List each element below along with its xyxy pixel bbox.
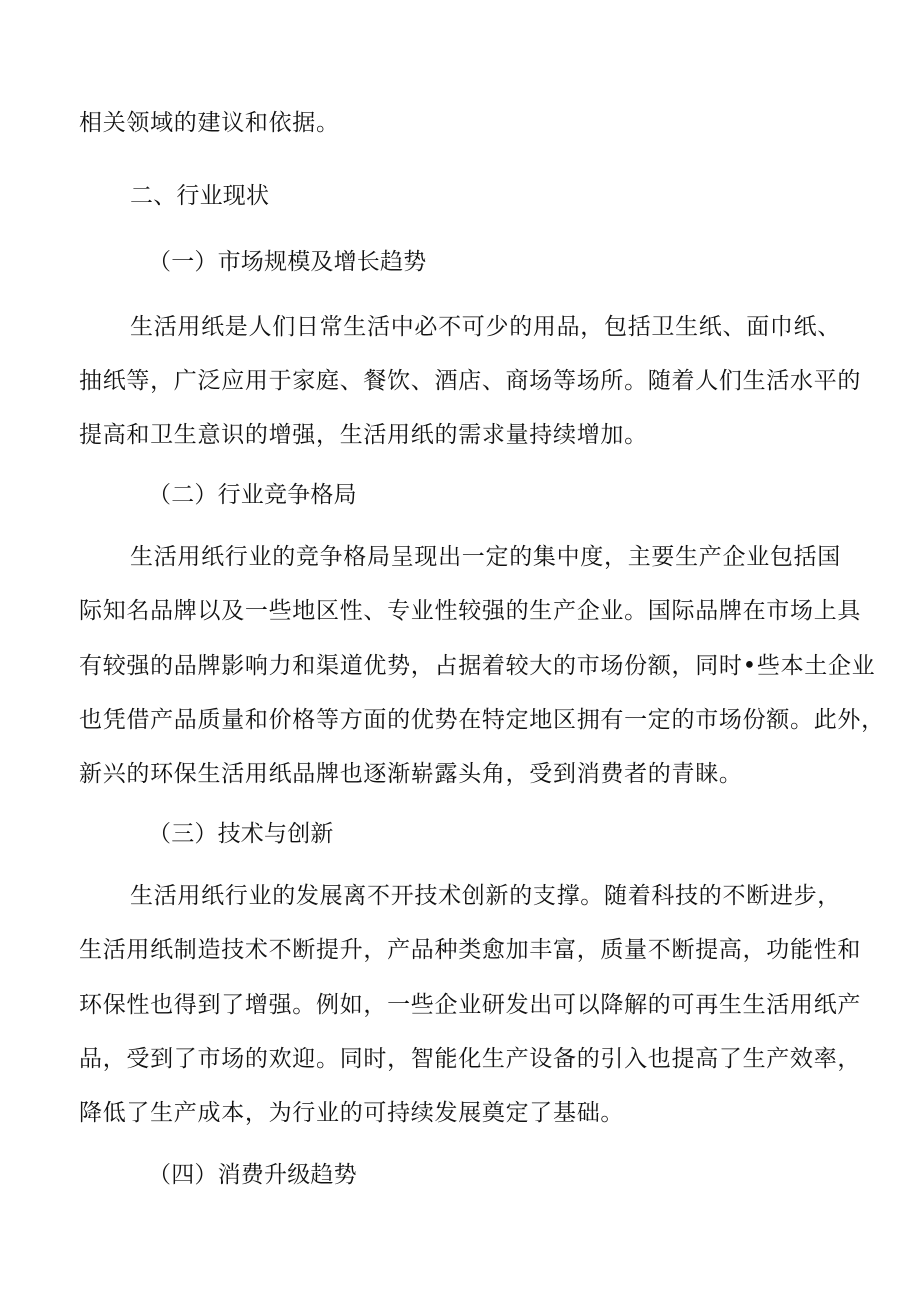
paragraph-3-line-3: 环保性也得到了增强。例如，一些企业研发出可以降解的可再生生活用纸产 bbox=[79, 992, 862, 1018]
paragraph-1-line-2: 抽纸等，广泛应用于家庭、餐饮、酒店、商场等场所。随着人们生活水平的 bbox=[79, 368, 862, 394]
paragraph-2-line-5: 新兴的环保生活用纸品牌也逐渐崭露头角，受到消费者的青睐。 bbox=[79, 761, 743, 787]
subsection-heading-2: （二）行业竞争格局 bbox=[148, 482, 357, 508]
paragraph-3-line-1: 生活用纸行业的发展离不开技术创新的支撑。随着科技的不断进步， bbox=[130, 883, 841, 909]
section-heading: 二、行业现状 bbox=[130, 183, 270, 209]
paragraph-2-line-4: 也凭借产品质量和价格等方面的优势在特定地区拥有一定的市场份额。此外， bbox=[79, 707, 885, 733]
paragraph-2-line-2: 际知名品牌以及一些地区性、专业性较强的生产企业。国际品牌在市场上具 bbox=[79, 598, 862, 624]
subsection-heading-4: （四）消费升级趋势 bbox=[148, 1162, 357, 1188]
paragraph-3-line-4: 品，受到了市场的欢迎。同时，智能化生产设备的引入也提高了生产效率， bbox=[79, 1046, 862, 1072]
paragraph-2-line-1: 生活用纸行业的竞争格局呈现出一定的集中度，主要生产企业包括国 bbox=[130, 544, 841, 570]
paragraph-3-line-5: 降低了生产成本，为行业的可持续发展奠定了基础。 bbox=[79, 1100, 625, 1126]
paragraph-1-line-1: 生活用纸是人们日常生活中必不可少的用品，包括卫生纸、面巾纸、 bbox=[130, 314, 841, 340]
subsection-heading-3: （三）技术与创新 bbox=[148, 821, 334, 847]
paragraph-1-line-3: 提高和卫生意识的增强，生活用纸的需求量持续增加。 bbox=[79, 422, 648, 448]
intro-tail-line: 相关领域的建议和依据。 bbox=[79, 110, 340, 136]
subsection-heading-1: （一）市场规模及增长趋势 bbox=[148, 249, 427, 275]
paragraph-2-line-3: 有较强的品牌影响力和渠道优势，占据着较大的市场份额，同时•些本土企业 bbox=[79, 653, 876, 679]
paragraph-3-line-2: 生活用纸制造技术不断提升，产品种类愈加丰富，质量不断提高，功能性和 bbox=[79, 937, 862, 963]
